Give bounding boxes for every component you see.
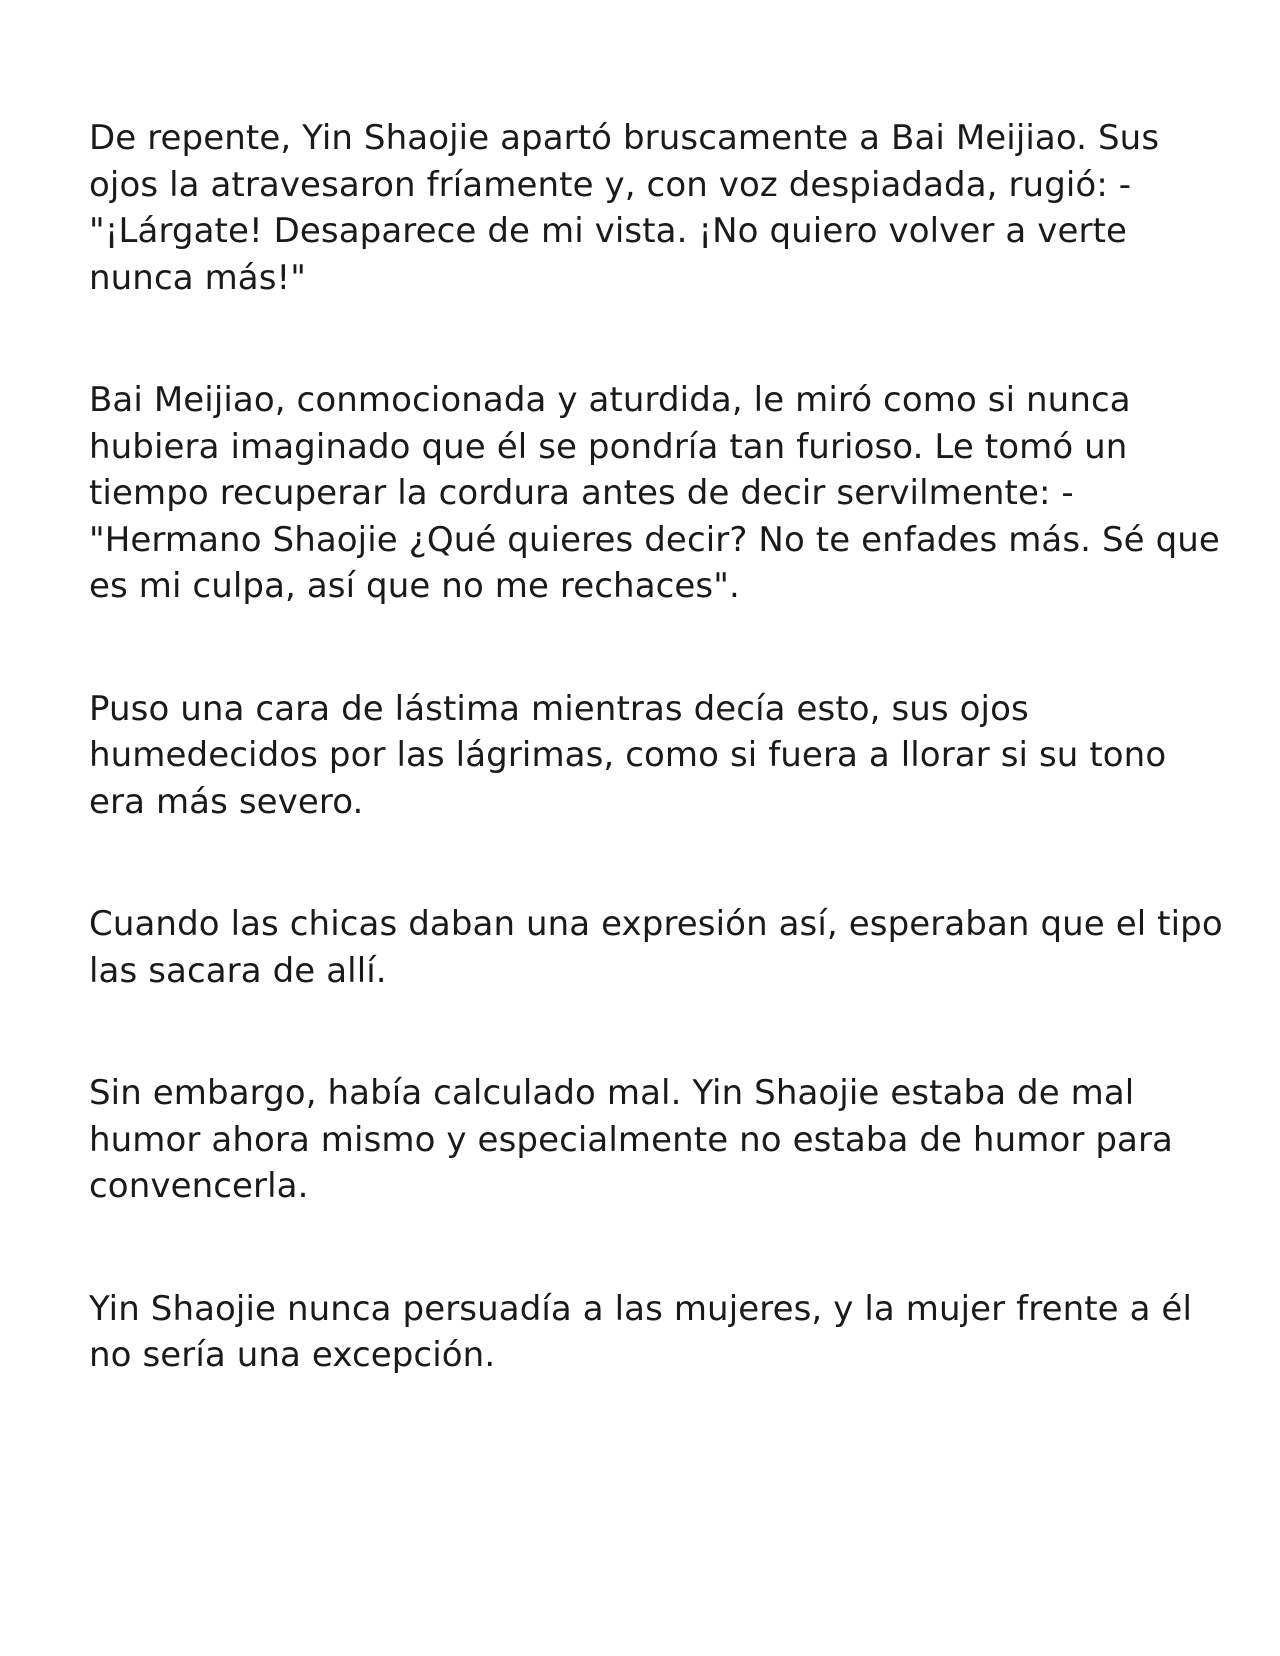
paragraph-1: De repente, Yin Shaojie apartó bruscamente a Bai Meijiao. Sus ojos la atravesaron fríamente y, con voz despiadada, rugió: -"¡Lárgate! Desaparece de mi vista. ¡No quiero volver a verte nunca más!" — [89, 118, 1160, 298]
paragraph-6: Yin Shaojie nunca persuadía a las mujeres, y la mujer frente a él no sería una excepción. — [89, 1288, 1192, 1375]
paragraph-5: Sin embargo, había calculado mal. Yin Shaojie estaba de mal humor ahora mismo y especialmente no estaba de humor para convencerla. — [89, 1073, 1173, 1206]
paragraph-4: Cuando las chicas daban una expresión así, esperaban que el tipo las sacara de allí. — [89, 904, 1223, 991]
paragraph-2: Bai Meijiao, conmocionada y aturdida, le miró como si nunca hubiera imaginado que él se pondría tan furioso. Le tomó un tiempo recuperar la cordura antes de decir servilmente: -"Hermano Shaojie ¿Qué quieres decir? No te enfades más. Sé que es mi culpa, así que no me rechaces". — [89, 380, 1220, 606]
paragraph-3: Puso una cara de lástima mientras decía esto, sus ojos humedecidos por las lágrimas, como si fuera a llorar si su tono era más severo. — [89, 688, 1167, 822]
document-body — [89, 115, 1229, 1455]
